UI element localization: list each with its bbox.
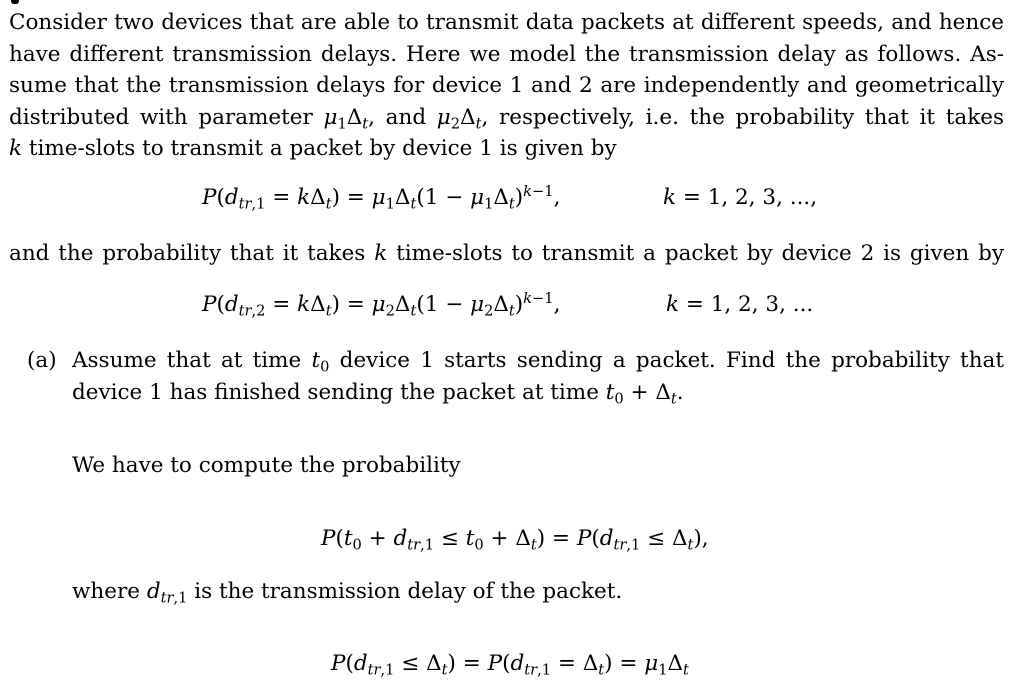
intro-line-3: sume that the transmission delays for device 1 and 2 are independently and geometrically — [9, 73, 1004, 98]
solution-intro: We have to compute the probability — [72, 453, 461, 478]
equation-probability: $P(t_0 + d_{tr,1} \le t_0 + \Delta_t) = P(d_{tr,1} \le \Delta_t)$, — [321, 526, 709, 554]
intro-line-5: k time-slots to transmit a packet by device 1 is given by — [9, 136, 617, 161]
equation-result: $P(d_{tr,1} \le \Delta_t) = P(d_{tr,1} = \Delta_t) = \mu_1\Delta_t$ — [331, 651, 689, 679]
equation-device-2: $P(d_{tr,2} = k\Delta_t) = \mu_2\Delta_t(1 - \mu_2\Delta_t)^{k-1}$, — [202, 289, 561, 320]
where-sentence: where $d_{tr,1}$ is the transmission delay of the packet. — [72, 579, 623, 607]
item-label: (a) — [27, 348, 57, 373]
middle-sentence: and the probability that it takes k time-slots to transmit a packet by device 2 is given by — [9, 241, 1004, 266]
item-body: Assume that at time $t_0$ device 1 starts sending a packet. Find the probability that device 1 has finished sending the packet at time $t_0 + \Delta_t$. — [72, 348, 1004, 407]
intro-line-1: Consider two devices that are able to transmit data packets at different speeds, and hence — [9, 10, 1004, 35]
equation-device-2-range: k = 1, 2, 3, ... — [666, 292, 814, 317]
intro-line-4: distributed with parameter $\mu_1\Delta_t$, and $\mu_2\Delta_t$, respectively, i.e. the probability that it takes — [9, 104, 1004, 132]
cropped-glyph-fragment — [11, 0, 19, 4]
intro-paragraph — [9, 7, 1004, 165]
intro-line-2: have different transmission delays. Here we model the transmission delay as follows. As- — [9, 41, 1004, 67]
equation-device-1: $P(d_{tr,1} = k\Delta_t) = \mu_1\Delta_t(1 - \mu_1\Delta_t)^{k-1}$, — [202, 182, 561, 213]
equation-device-1-range: k = 1, 2, 3, ..., — [663, 185, 818, 210]
